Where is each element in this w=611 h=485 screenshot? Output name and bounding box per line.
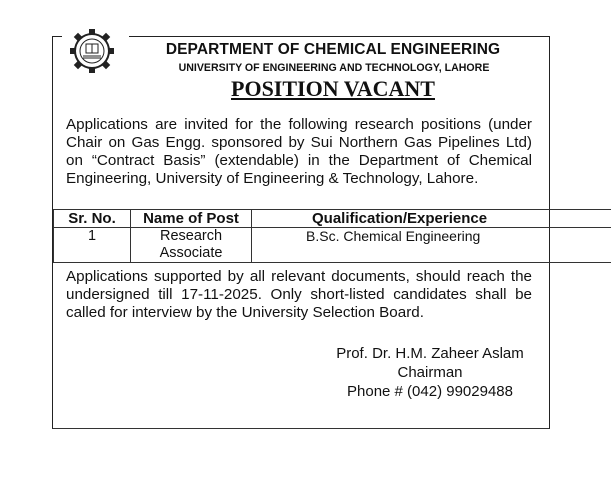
positions-table (53, 209, 611, 263)
signatory-phone: Phone # (042) 99029488 (347, 383, 513, 400)
notice-border-top-left (52, 36, 62, 37)
closing-paragraph: Applications supported by all relevant documents, should reach the undersigned till 17-11-2025. Only short-listed candidates shall be called for interview by the University Selection Board. (66, 268, 532, 321)
intro-paragraph: Applications are invited for the following research positions (under Chair on Gas Engg. sponsored by Sui Northern Gas Pipelines Ltd) on “Contract Basis” (extendable) in the Department of Chemical Engineering, University of Engineering & Technology, Lahore. (66, 116, 532, 187)
signatory-name: Prof. Dr. H.M. Zaheer Aslam (336, 345, 524, 362)
header-qualification: Qualification/Experience (252, 210, 611, 228)
header-name-of-post: Name of Post (131, 210, 252, 228)
notice-border-top (129, 36, 549, 37)
table-row (54, 228, 611, 263)
signatory-designation: Chairman (397, 364, 463, 381)
cell-post-name: Research Associate (131, 228, 252, 263)
university-heading: UNIVERSITY OF ENGINEERING AND TECHNOLOGY, LAHORE (178, 62, 490, 74)
table-header-row (54, 210, 611, 228)
header-sr-no: Sr. No. (54, 210, 131, 228)
page-title: POSITION VACANT (231, 76, 435, 101)
uet-logo-icon (62, 26, 122, 76)
department-heading: DEPARTMENT OF CHEMICAL ENGINEERING (165, 41, 501, 58)
cell-qualification: B.Sc. Chemical Engineering (252, 228, 611, 263)
cell-sr-no: 1 (54, 228, 131, 263)
